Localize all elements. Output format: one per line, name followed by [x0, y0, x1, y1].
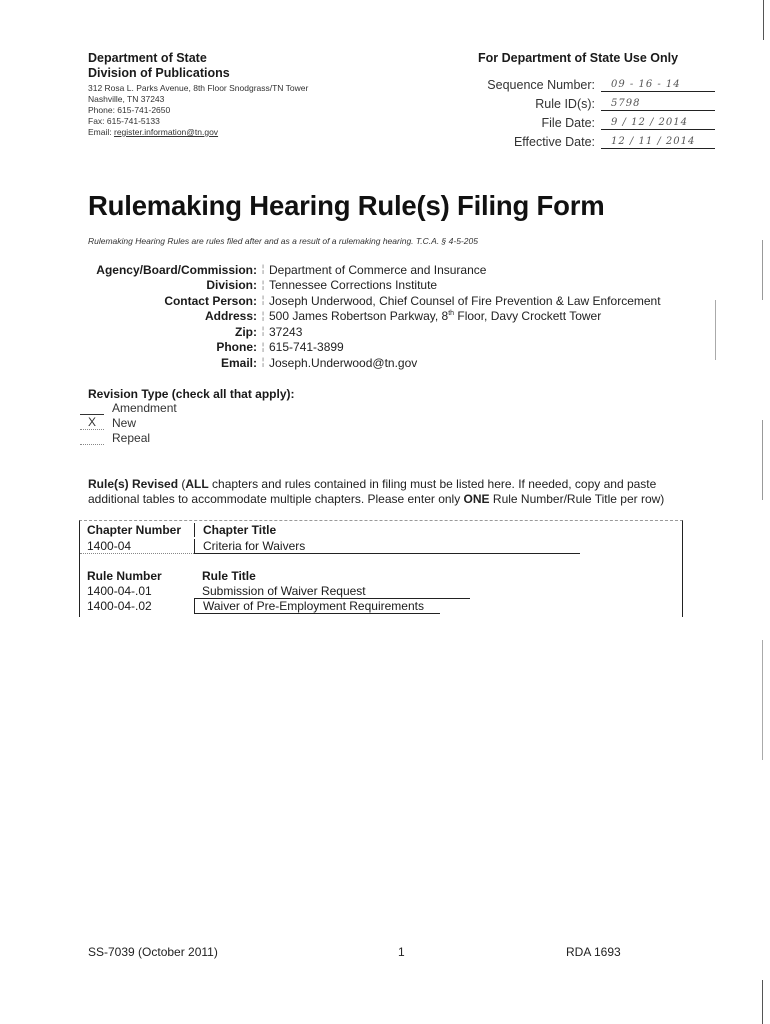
division-row [88, 278, 661, 294]
scan-artifact [762, 640, 763, 760]
effective-date-value: 12 / 11 / 2014 [601, 134, 715, 149]
address-label: Address: [204, 309, 257, 324]
revision-new [80, 416, 136, 430]
table-row [80, 599, 440, 614]
agency-info [88, 262, 661, 371]
rules-table [79, 520, 683, 617]
scan-artifact [762, 420, 763, 500]
rules-revised-text-1: chapters and rules contained in filing must be listed here. If needed, copy and paste additional tables to accommodate multiple chapters. Please enter only [88, 477, 657, 506]
division-value: Tennessee Corrections Institute [269, 278, 438, 293]
rule-id-row [535, 96, 715, 111]
agency-label: Agency/Board/Commission: [96, 262, 257, 277]
phone-label: Phone: [216, 340, 257, 355]
contact-label: Contact Person: [164, 293, 257, 308]
contact-row [88, 293, 661, 309]
email-label: Email: [88, 127, 114, 137]
department-fax: Fax: 615-741-5133 [88, 116, 160, 126]
rule-id-value: 5798 [601, 96, 715, 111]
rules-revised-heading: Rule(s) Revised [88, 477, 179, 491]
phone-row [88, 340, 661, 356]
repeal-label: Repeal [112, 431, 151, 445]
department-address: 312 Rosa L. Parks Avenue, 8th Floor Snodgrass/TN Tower [88, 83, 309, 93]
email-field-value: Joseph.Underwood@tn.gov [269, 355, 418, 370]
sequence-number-row [487, 77, 715, 92]
rule-number-cell: 1400-04-.02 [87, 599, 152, 613]
chapter-title-header: Chapter Title [194, 523, 680, 537]
division-label: Division: [206, 278, 257, 293]
table-row [80, 584, 470, 599]
chapter-row [80, 539, 580, 554]
rule-id-label: Rule ID(s): [535, 97, 595, 111]
form-number: SS-7039 (October 2011) [88, 945, 218, 959]
rules-revised-text-2: Rule Number/Rule Title per row) [489, 492, 665, 506]
address-part-1: 500 James Robertson Parkway, 8 [269, 309, 449, 324]
amendment-checkbox[interactable] [80, 401, 104, 415]
address-part-2: Floor, Davy Crockett Tower [454, 309, 602, 324]
scan-artifact [715, 300, 716, 360]
field-separator: ¦ [261, 279, 265, 291]
contact-value: Joseph Underwood, Chief Counsel of Fire Prevention & Law Enforcement [269, 293, 661, 308]
state-use-only-title: For Department of State Use Only [478, 51, 679, 65]
one-emphasis: ONE [463, 492, 490, 506]
scan-artifact [762, 980, 763, 1024]
rda-number: RDA 1693 [566, 945, 621, 959]
field-separator: ¦ [261, 357, 265, 369]
zip-label: Zip: [235, 324, 257, 339]
rule-number-cell: 1400-04-.01 [87, 584, 152, 598]
email-link[interactable]: register.information@tn.gov [113, 127, 219, 137]
department-city: Nashville, TN 37243 [88, 94, 165, 104]
rule-title-header: Rule Title [202, 569, 256, 583]
department-phone: Phone: 615-741-2650 [88, 105, 171, 115]
department-name: Department of State [88, 51, 207, 65]
effective-date-label: Effective Date: [513, 135, 595, 149]
form-subtitle: Rulemaking Hearing Rules are rules filed after and as a result of a rulemaking hearing. T.C.A. § 4-5-205 [88, 236, 478, 246]
form-title: Rulemaking Hearing Rule(s) Filing Form [88, 190, 605, 221]
rule-title-cell: Waiver of Pre-Employment Requirements [194, 599, 440, 614]
field-separator: ¦ [261, 310, 265, 322]
revision-type-title: Revision Type (check all that apply): [88, 387, 295, 401]
repeal-checkbox[interactable] [80, 431, 104, 445]
page-number: 1 [398, 945, 405, 959]
address-value [269, 309, 601, 323]
phone-value: 615-741-3899 [269, 340, 344, 355]
chapter-number-cell: 1400-04 [80, 539, 194, 554]
rules-revised-paren: ( [178, 477, 186, 491]
email-field-label: Email: [220, 355, 257, 370]
zip-value: 37243 [269, 324, 303, 339]
rules-revised-instructions [88, 477, 688, 507]
chapter-number-header: Chapter Number [87, 523, 182, 537]
address-row [88, 309, 661, 325]
rule-title-cell: Submission of Waiver Request [194, 584, 470, 599]
file-date-label: File Date: [541, 116, 595, 130]
field-separator: ¦ [261, 264, 265, 276]
revision-amendment [80, 401, 177, 415]
scan-artifact [763, 0, 764, 40]
field-separator: ¦ [261, 295, 265, 307]
sequence-number-value: 09 - 16 - 14 [601, 77, 715, 92]
chapter-title-cell: Criteria for Waivers [194, 539, 580, 554]
new-checkbox[interactable]: X [80, 416, 104, 430]
zip-row [88, 324, 661, 340]
rule-number-header: Rule Number [87, 569, 162, 583]
field-separator: ¦ [261, 326, 265, 338]
chapter-header-row [80, 523, 680, 537]
all-emphasis: ALL [185, 477, 209, 491]
department-email [88, 127, 218, 137]
file-date-row [542, 115, 716, 130]
rule-header-row [80, 569, 580, 583]
file-date-value: 9 / 12 / 2014 [601, 115, 715, 130]
email-row [88, 355, 661, 371]
address-sup: th [448, 310, 455, 318]
effective-date-row [514, 134, 715, 149]
sequence-number-label: Sequence Number: [487, 78, 595, 92]
revision-repeal [80, 431, 150, 445]
new-label: New [112, 416, 137, 430]
amendment-label: Amendment [112, 401, 177, 415]
field-separator: ¦ [261, 341, 265, 353]
agency-row [88, 262, 661, 278]
division-name: Division of Publications [88, 66, 230, 80]
agency-value: Department of Commerce and Insurance [269, 262, 487, 277]
scan-artifact [762, 240, 763, 300]
